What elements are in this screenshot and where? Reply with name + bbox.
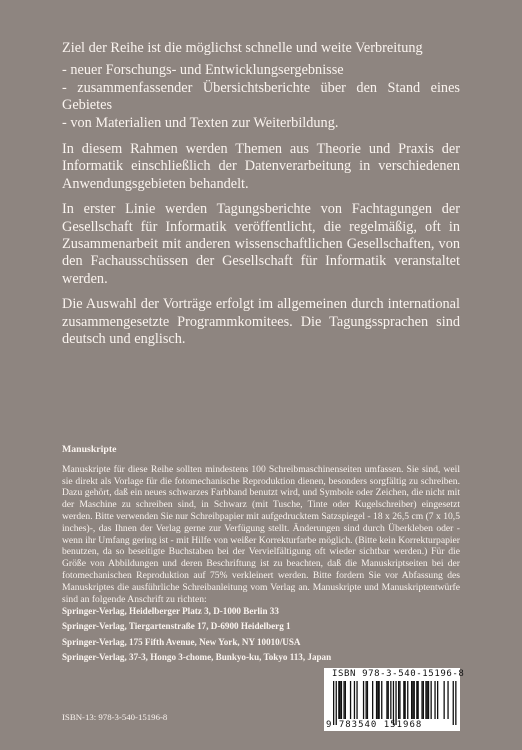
barcode-bar <box>367 681 368 719</box>
barcode-bar <box>453 681 454 725</box>
barcode-bar <box>398 681 399 719</box>
series-languages-paragraph: Die Auswahl der Vorträge erfolgt im allgemeinen durch international zusammengesetzte Programmkomitees. Die Tagungssprachen sind deutsch und englisch. <box>62 296 460 348</box>
address-heidelberg: Springer-Verlag, Tiergartenstraße 17, D-6900 Heidelberg 1 <box>62 621 291 632</box>
barcode-bar <box>416 681 417 719</box>
manuscripts-body: Manuskripte für diese Reihe sollten mindestens 100 Schreibmaschinenseiten umfassen. Sie sind, weil sie direkt als Vorlage für die fotomechanische Reproduktion dienen, besonders sorgfältig zu schreiben. Dazu gehört, daß ein neues schwarzes Farbband benutzt wird, und Symbole oder Zeichen, die nicht mit der Maschine zu schreiben sind, in Schwarz (mit Tusche, Tinte oder Kugelschreiber) eingesetzt werden. Bitte verwenden Sie nur Schreibpapier mit aufgedrucktem Satzspiegel - 18 x 26,5 cm (7 x 10,5 inches)-, das Ihnen der Verlag gerne zur Verfügung stellt. Änderungen sind durch Überkleben oder - wenn ihr Umfang gering ist - mit Hilfe von weißer Korrekturfarbe möglich. (Bitte kein Korrekturpapier benutzen, da so beseitigte Buchstaben bei der Vervielfältigung oft wieder sichtbar werden.) Für die Größe von Abbildungen und deren Beschriftung ist zu beachten, daß die Manuskriptseiten bei der fotomechanischen Reproduktion auf 75% verkleinert werden. Bitte fordern Sie vor Abfassung des Manuskriptes die ausführliche Schreibanleitung vom Verlag an. Manuskripte und Manuskriptentwürfe sind an folgende Anschrift zu richten: <box>62 463 460 605</box>
barcode-bar <box>411 681 412 719</box>
barcode-bar <box>350 681 351 719</box>
barcode-bar <box>340 681 341 719</box>
barcode-bar <box>412 681 413 719</box>
barcode-bar <box>421 681 422 719</box>
barcode-bar <box>366 681 367 719</box>
barcode-bar <box>414 681 415 719</box>
barcode-bar <box>393 681 394 725</box>
barcode-bar <box>437 681 438 719</box>
series-description <box>62 40 460 357</box>
barcode-bar <box>434 681 435 719</box>
series-goal-item: - von Materialien und Texten zur Weiterbildung. <box>62 114 339 131</box>
barcode-bar <box>338 681 339 719</box>
barcode-bar <box>428 681 429 719</box>
address-tokyo: Springer-Verlag, 37-3, Hongo 3-chome, Bunkyo-ku, Tokyo 113, Japan <box>62 652 332 663</box>
barcode-bar <box>425 681 426 719</box>
barcode-bar <box>399 681 400 719</box>
barcode-bar <box>423 681 424 719</box>
series-goals-list <box>62 62 460 132</box>
barcode-bar <box>377 681 378 719</box>
barcode-bar <box>386 681 387 719</box>
barcode-bar <box>341 681 342 719</box>
barcode-bar <box>376 681 377 719</box>
barcode-bar <box>379 681 380 719</box>
publisher-addresses <box>62 604 462 666</box>
series-topics-paragraph: In diesem Rahmen werden Themen aus Theorie und Praxis der Informatik einschließlich der Datenverarbeitung in verschiedenen Anwendungsgebieten behandelt. <box>62 141 460 192</box>
series-intro: Ziel der Reihe ist die möglichst schnelle und weite Verbreitung <box>62 40 423 56</box>
barcode-bar <box>388 681 389 719</box>
barcode-bar <box>336 681 337 725</box>
barcode-bar <box>431 681 432 719</box>
barcode-bar <box>455 681 456 725</box>
barcode-bar <box>343 681 344 719</box>
barcode-bar <box>418 681 419 719</box>
series-proceedings-paragraph: In erster Linie werden Tagungsberichte von Fachtagungen der Gesellschaft für Informatik veröffentlicht, die regelmäßig, oft in Zusammenarbeit mit anderen wissenschaftlichen Gesellschaften, von den Fachausschüssen der Gesellschaft für Informatik veranstaltet werden. <box>62 201 460 287</box>
address-new-york: Springer-Verlag, 175 Fifth Avenue, New York, NY 10010/USA <box>62 636 301 647</box>
series-goal-item: - neuer Forschungs- und Entwicklungsergebnisse <box>62 62 344 79</box>
barcode-bar <box>403 681 404 719</box>
barcode-bar <box>407 681 408 719</box>
barcode <box>324 668 465 731</box>
barcode-bar <box>444 681 445 719</box>
barcode-bar <box>395 681 396 725</box>
manuscripts-heading: Manuskripte <box>62 444 117 455</box>
address-berlin: Springer-Verlag, Heidelberger Platz 3, D-1000 Berlin 33 <box>62 606 279 616</box>
barcode-bar <box>405 681 406 719</box>
barcode-bar <box>354 681 355 719</box>
barcode-bar <box>447 681 448 719</box>
barcode-isbn-text: ISBN 978-3-540-15196-8 <box>332 669 465 679</box>
series-goal-item: - zusammenfassender Übersichtsberichte über den Stand eines Gebietes <box>62 79 460 114</box>
barcode-bar <box>345 681 346 719</box>
isbn13-label: ISBN-13: 978-3-540-15196-8 <box>62 712 168 722</box>
barcode-bar <box>390 681 391 719</box>
barcode-bar <box>356 681 357 719</box>
manuscripts-section <box>62 444 460 605</box>
barcode-bar <box>372 681 373 719</box>
barcode-bar <box>333 681 334 725</box>
barcode-bar <box>381 681 382 719</box>
barcode-bar <box>363 681 364 719</box>
barcode-bar <box>427 681 428 719</box>
barcode-digits: 9 783540 151968 <box>326 720 423 730</box>
